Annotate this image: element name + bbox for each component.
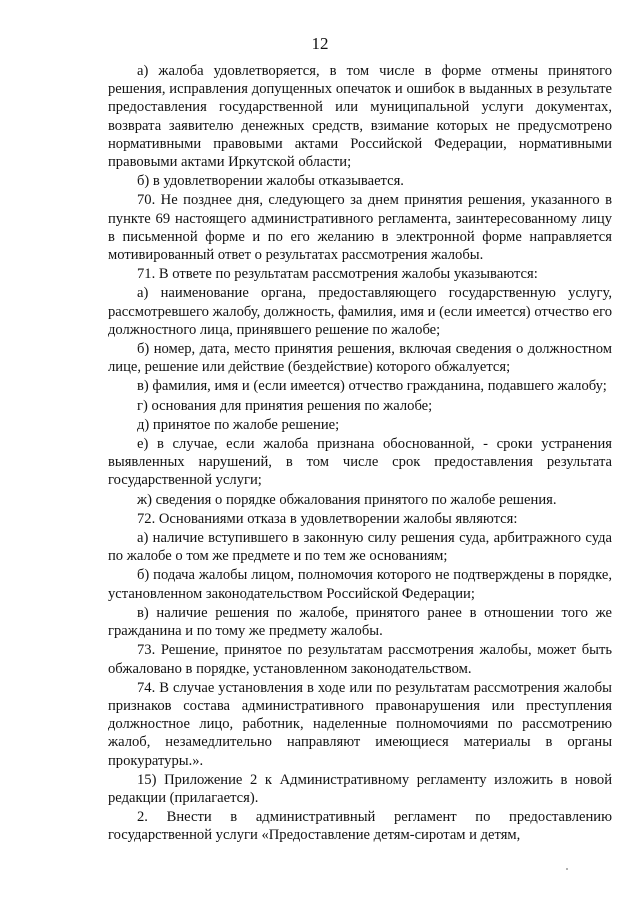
paragraph: 71. В ответе по результатам рассмотрения жалобы указываются: bbox=[137, 266, 538, 283]
paragraph: г) основания для принятия решения по жалобе; bbox=[137, 397, 433, 414]
paragraph: 70. Не позднее дня, следующего за днем принятия решения, указанного в пункте 69 настоящего административного регламента, заинтересованному лицу в письменной форме и по его желанию в электронной форме направляется мотивированный ответ о результатах рассмотрения жалобы. bbox=[108, 192, 612, 264]
paragraph: 72. Основаниями отказа в удовлетворении жалобы являются: bbox=[137, 510, 518, 527]
paragraph: 2. Внести в административный регламент по предоставлению государственной услуги «Предоставление детям-сиротам и детям, bbox=[108, 809, 612, 844]
paragraph: б) номер, дата, место принятия решения, включая сведения о должностном лице, решение или действие (бездействие) которого обжалуется; bbox=[108, 341, 612, 376]
paragraph: а) наличие вступившего в законную силу решения суда, арбитражного суда по жалобе о том же предмете и по тем же основаниям; bbox=[108, 530, 612, 565]
paragraph: е) в случае, если жалоба признана обоснованной, - сроки устранения выявленных нарушений, в том числе срок предоставления результата государственной услуги; bbox=[108, 436, 612, 489]
paragraph: в) наличие решения по жалобе, принятого ранее в отношении того же гражданина и по тому же предмету жалобы. bbox=[108, 604, 612, 640]
scan-speck bbox=[566, 868, 568, 870]
paragraph: 15) Приложение 2 к Административному регламенту изложить в новой редакции (прилагается). bbox=[108, 771, 612, 806]
paragraph: д) принятое по жалобе решение; bbox=[137, 416, 340, 433]
paragraph: а) наименование органа, предоставляющего государственную услугу, рассмотревшего жалобу, должность, фамилия, имя и (если имеется) отчество его должностного лица, принявшего решение по жалобе; bbox=[108, 285, 612, 338]
document-body bbox=[108, 62, 612, 846]
paragraph: б) в удовлетворении жалобы отказывается. bbox=[137, 173, 404, 190]
paragraph: в) фамилия, имя и (если имеется) отчество гражданина, подавшего жалобу; bbox=[137, 378, 607, 395]
page-number: 12 bbox=[311, 34, 329, 53]
paragraph: а) жалоба удовлетворяется, в том числе в форме отмены принятого решения, исправления допущенных опечаток и ошибок в выданных в результате предоставления государственной или муниципальной услуги документах, возврата заявителю денежных средств, взимание которых не предусмотрено нормативными правовыми актами Российской Федерации, нормативными правовыми актами Иркутской области; bbox=[108, 63, 612, 171]
paragraph: 74. В случае установления в ходе или по результатам рассмотрения жалобы признаков состава административного правонарушения или преступления должностное лицо, работник, наделенные полномочиями по рассмотрению жалоб, незамедлительно направляют имеющиеся материалы в органы прокуратуры.». bbox=[108, 679, 612, 769]
paragraph: ж) сведения о порядке обжалования принятого по жалобе решения. bbox=[137, 491, 557, 508]
paragraph: 73. Решение, принятое по результатам рассмотрения жалобы, может быть обжаловано в порядке, установленном законодательством. bbox=[108, 642, 612, 677]
paragraph: б) подача жалобы лицом, полномочия которого не подтверждены в порядке, установленном законодательством Российской Федерации; bbox=[108, 567, 612, 602]
